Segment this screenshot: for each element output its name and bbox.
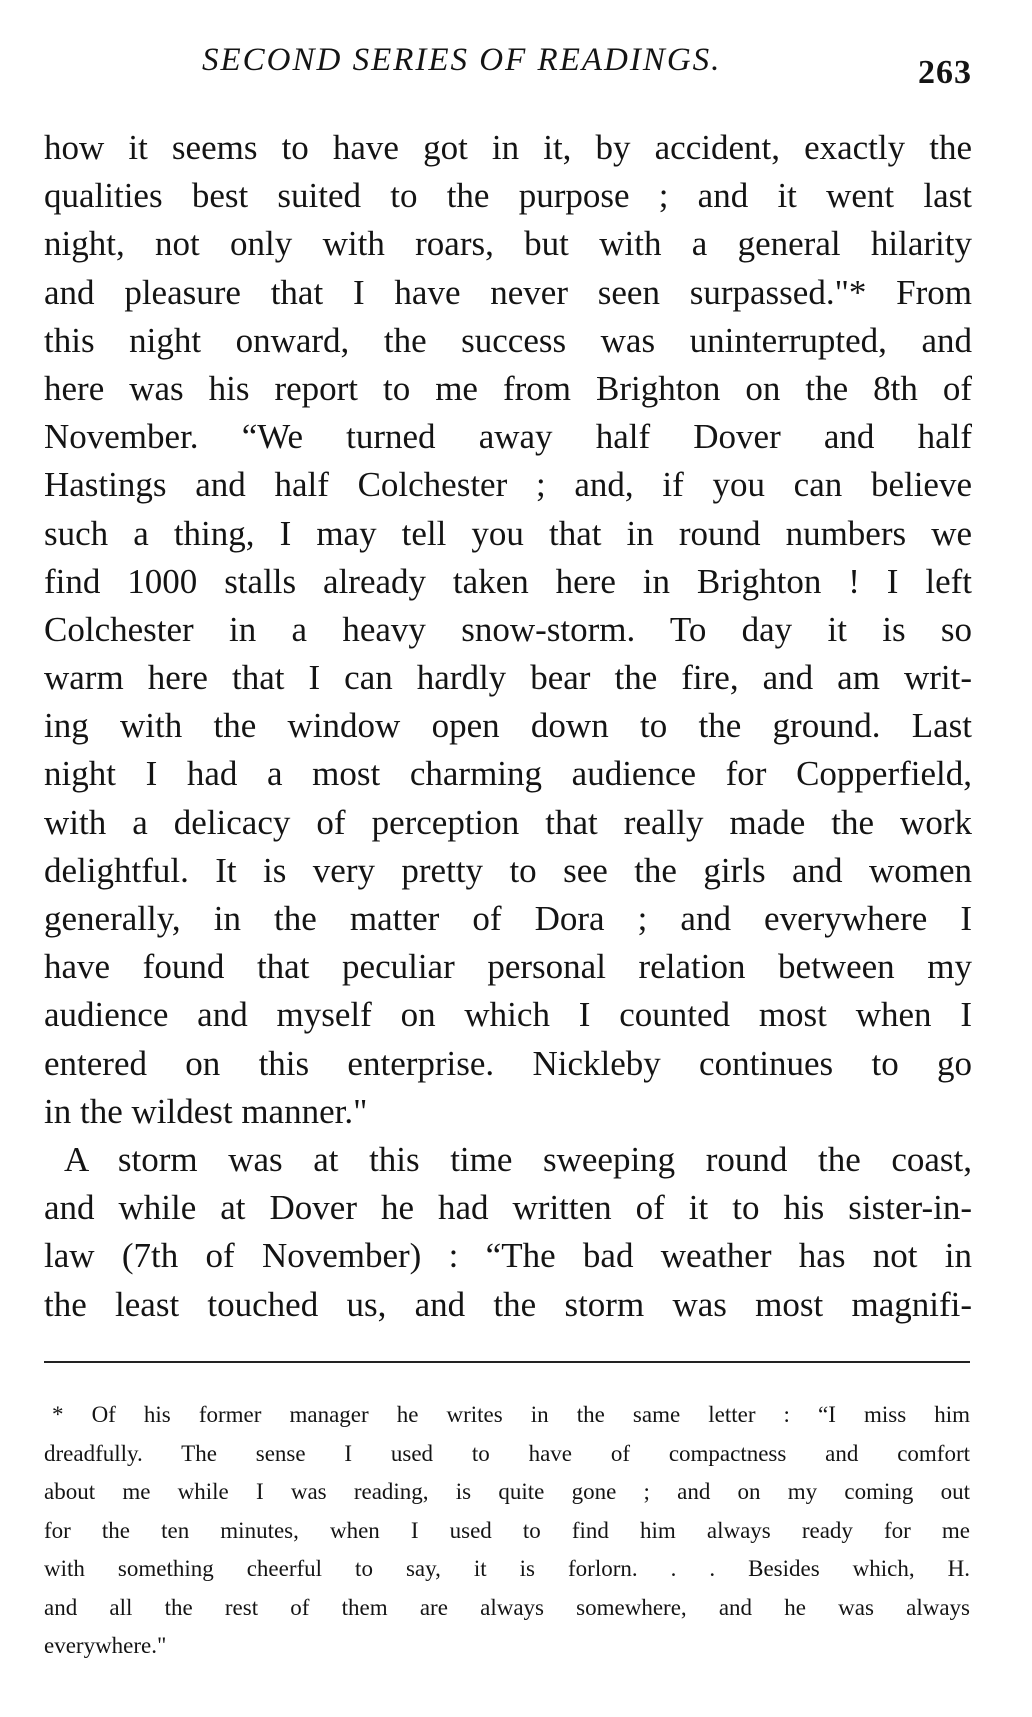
body-line: here was his report to me from Brighton on the 8th of — [44, 368, 972, 408]
body-line: Colchester in a heavy snow-storm. To day it is so — [44, 609, 972, 649]
body-line: such a thing, I may tell you that in round numbers we — [44, 513, 972, 553]
body-line: this night onward, the success was uninterrupted, and — [44, 320, 972, 360]
body-line: have found that peculiar personal relation between my — [44, 947, 972, 987]
body-line: entered on this enterprise. Nickleby continues to go — [44, 1043, 972, 1083]
body-line: find 1000 stalls already taken here in Brighton ! I left — [44, 561, 972, 601]
running-head — [46, 42, 972, 91]
footnote — [44, 1396, 970, 1666]
body-line: the least touched us, and the storm was most magnifi- — [44, 1284, 972, 1324]
body-text — [44, 124, 972, 1329]
body-line: delightful. It is very pretty to see the girls and women — [44, 850, 972, 890]
body-line: night, not only with roars, but with a general hilarity — [44, 224, 972, 264]
footnote-divider — [44, 1361, 970, 1363]
body-line: and while at Dover he had written of it to his sister-in- — [44, 1188, 972, 1228]
body-line: how it seems to have got in it, by accident, exactly the — [44, 128, 972, 167]
body-line: ing with the window open down to the ground. Last — [44, 706, 972, 746]
running-title: SECOND SERIES OF READINGS. — [202, 42, 722, 78]
body-line: A storm was at this time sweeping round the coast, — [64, 1139, 972, 1179]
body-line: night I had a most charming audience for Copperfield, — [44, 754, 972, 794]
body-line: and pleasure that I have never seen surpassed."* From — [44, 272, 972, 312]
body-line: warm here that I can hardly bear the fire, and am writ- — [44, 658, 972, 698]
footnote-line: * Of his former manager he writes in the same letter : “I miss him — [52, 1402, 970, 1427]
body-line: November. “We turned away half Dover and half — [44, 417, 972, 457]
body-line: audience and myself on which I counted most when I — [44, 995, 972, 1035]
footnote-line: dreadfully. The sense I used to have of compactness and comfort — [44, 1440, 970, 1466]
footnote-line: everywhere." — [44, 1633, 167, 1658]
body-line: law (7th of November) : “The bad weather has not in — [44, 1236, 972, 1276]
footnote-line: for the ten minutes, when I used to find him always ready for me — [44, 1517, 970, 1543]
body-line: with a delicacy of perception that really made the work — [44, 802, 972, 842]
footnote-line: with something cheerful to say, it is forlorn. . . Besides which, H. — [44, 1556, 970, 1581]
body-line: in the wildest manner." — [44, 1091, 368, 1131]
page-number: 263 — [918, 54, 972, 91]
body-line: qualities best suited to the purpose ; and it went last — [44, 176, 972, 216]
footnote-line: and all the rest of them are always somewhere, and he was always — [44, 1594, 970, 1620]
body-line: Hastings and half Colchester ; and, if you can believe — [44, 465, 972, 505]
footnote-line: about me while I was reading, is quite gone ; and on my coming out — [44, 1479, 970, 1504]
body-line: generally, in the matter of Dora ; and everywhere I — [44, 899, 972, 938]
